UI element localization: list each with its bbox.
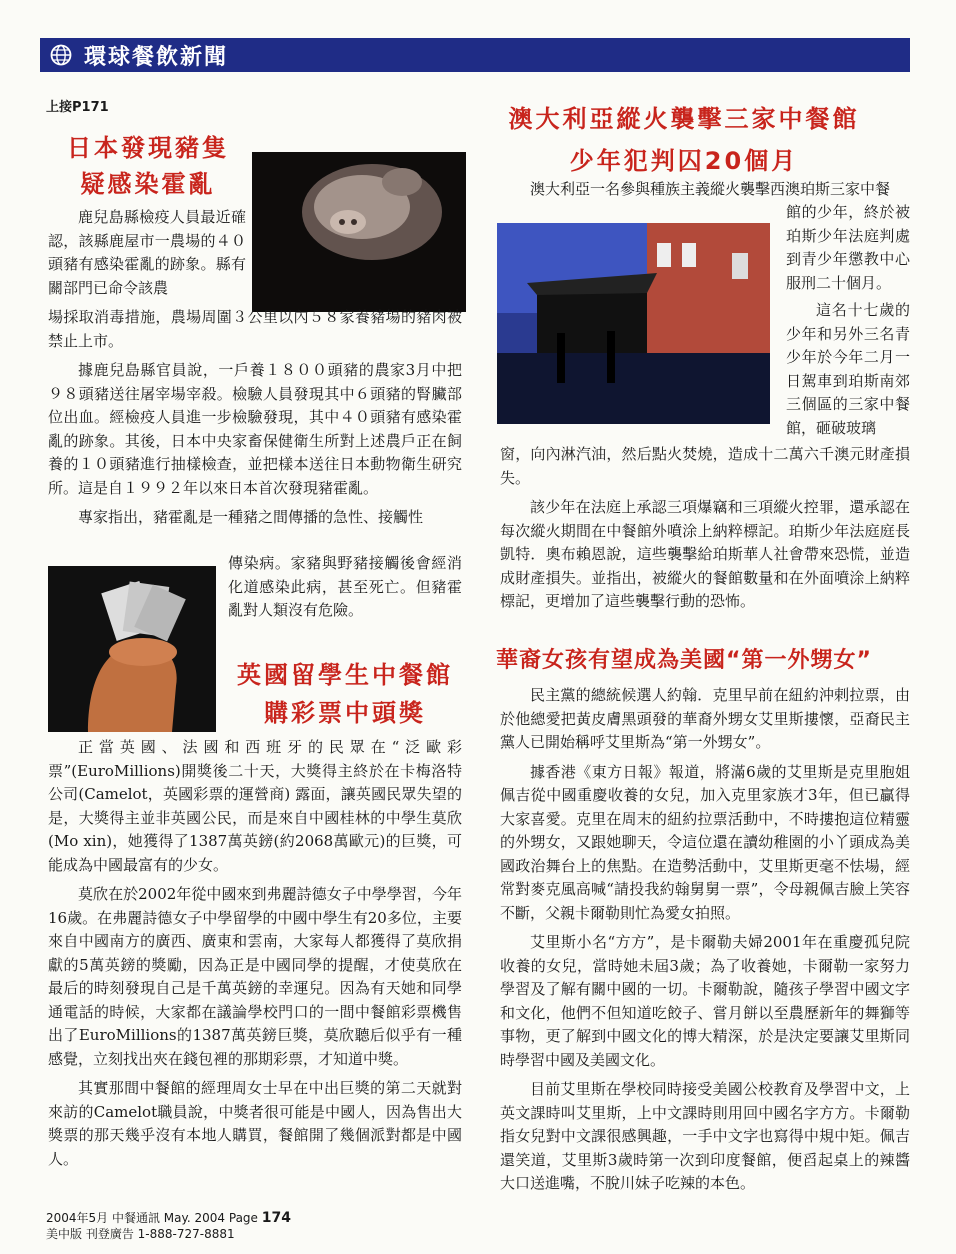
- page-number: 174: [261, 1210, 291, 1226]
- niece-article-text: 民主黨的總統候選人約翰．克里早前在紐約沖剌拉票，由於他總愛把黃皮膚黑頭發的華裔外甥女艾里斯摟懷，亞裔民主黨人已開始稱呼艾里斯為“第一外甥女”。 據香港《東方日報》報道，將滿6歲的艾里斯是克里胞姐佩吉從中國重慶收養的女兒，加入克里家族才3年，但已贏得大家喜愛。克里在周末的紐約拉票活動中，不時摟抱這位精靈的外甥女，又跟她聊天，令這位還在讀幼稚園的小丫頭成為美國政治舞台上的焦點。在造勢活動中，艾里斯更毫不怯場，經常對麥克風高喊“請投我約翰舅舅一票”，令母親佩吉臉上笑容不斷，父親卡爾勒則忙為愛女拍照。 艾里斯小名“方方”，是卡爾勒夫婦2001年在重慶孤兒院收養的女兒，當時她未屆3歲；為了收養她，卡爾勒一家努力學習及了解有關中國的一切。卡爾勒說，隨孩子學習中國文字和文化，他們不但知道吃餃子、嘗月餅以至農歷新年的舞獅等事物，更了解到中國文化的博大精深，於是決定要讓艾里斯同時學習中國及美國文化。 目前艾里斯在學校同時接受美國公校教育及學習中文，上英文課時叫艾里斯，上中文課時則用回中國名字方方。卡爾勒指女兒對中文課很感興趣，一手中文字也寫得中規中矩。佩吉還笑道，艾里斯3歲時第一次到印度餐館，便舀起桌上的辣醬大口送進嘴，不脫川妹子吃辣的本色。: [500, 686, 910, 1192]
- headline-pig-cholera: 日本發現豬隻 疑感染霍亂: [67, 134, 229, 198]
- headline-arson: 澳大利亞縱火襲擊三家中餐館 少年犯判囚20個月: [508, 105, 860, 175]
- restaurant-street-photo: [497, 223, 770, 424]
- headline-lottery: 英國留學生中餐館 購彩票中頭獎: [237, 661, 453, 727]
- restaurant-street-photo-icon: [497, 223, 770, 424]
- footer-line1: 2004年5月 中餐通訊 May. 2004 Page 174: [46, 1210, 291, 1226]
- headline-niece: 華裔女孩有望成為美國“第一外甥女”: [496, 648, 872, 673]
- section-title: 環球餐飲新聞: [84, 44, 229, 70]
- arson-article-text-side: 館的少年，終於被珀斯少年法庭判處到青少年懲教中心服刑二十個月。 這名十七歲的少年和另外三名青少年於今年二月一日駕車到珀斯南郊三個區的三家中餐館，砸破玻璃: [786, 203, 910, 437]
- pig-photo-icon: [252, 152, 466, 312]
- footer-line2: 美中版 刊登廣告 1-888-727-8881: [46, 1227, 235, 1241]
- hand-tickets-photo: [48, 566, 216, 732]
- continued-from-label: 上接P171: [46, 100, 109, 115]
- section-banner: [40, 38, 910, 72]
- globe-icon: [50, 44, 72, 66]
- hand-holding-tickets-icon: [48, 566, 216, 732]
- pig-article-text-end: 傳染病。家豬與野豬接觸後會經消化道感染此病，甚至死亡。但豬霍亂對人類沒有危險。: [228, 554, 462, 619]
- pig-photo: [252, 152, 466, 312]
- arson-article-text: 窗，向內淋汽油，然后點火焚燒，造成十二萬六千澳元財產損失。 該少年在法庭上承認三項爆竊和三項縱火控罪，還承認在每次縱火期間在中餐館外噴涂上納粹標記。珀斯少年法庭庭長凱特．奧布賴恩說，這些襲擊給珀斯華人社會帶來恐慌，並造成財產損失。並指出，被縱火的餐館數量和在外面噴涂上納粹標記，更增加了這些襲擊行動的恐怖。: [500, 445, 910, 610]
- pig-article-text: 場採取消毒措施，農場周圍３公里以內５８家養豬場的豬肉被禁止上市。 據鹿兒島縣官員說，一戶養１８００頭豬的農家3月中把９８頭豬送往屠宰場宰殺。檢驗人員發現其中６頭豬的腎臟部位出血。經檢疫人員進一步檢驗發現，其中４０頭豬有感染霍亂的跡象。其後，日本中央家畜保健衛生所對上述農戶正在飼養的１０頭豬進行抽樣檢查，並把樣本送往日本動物衛生研究所。這是自１９９２年以來日本首次發現豬霍亂。 專家指出，豬霍亂是一種豬之間傳播的急性、接觸性: [48, 308, 462, 526]
- pig-article-text-top: 鹿兒島縣檢疫人員最近確認，該縣鹿屋市一農場的４０頭豬有感染霍亂的跡象。縣有關部門已命令該農: [48, 208, 246, 297]
- lottery-article-text: 正當英國、法國和西班牙的民眾在“泛歐彩票”(EuroMillions)開獎後二十天，大獎得主終於在卡梅洛特公司(Camelot，英國彩票的運營商) 露面，讓英國民眾失望的是，大獎得主並非英國公民，而是來自中國桂林的中學生莫欣(Mo xin)，她獲得了1387萬英鎊(約2068萬歐元)的巨獎，可能成為中國最富有的少女。 莫欣在於2002年從中國來到弗麗詩德女子中學學習，今年16歲。在弗麗詩德女子中學留學的中國中學生有20多位，主要來自中國南方的廣西、廣東和雲南，大家每人都獲得了莫欣捐獻的5萬英鎊的獎勵，因為正是中國同學的提醒，才使莫欣在最后的時刻發現自己是千萬英鎊的幸運兒。因為有天她和同學通電話的時候，大家都在議論學校門口的一間中餐館彩票機售出了EuroMillions的1387萬英鎊巨獎，莫欣聽后似乎有一種感覺，立刻找出夾在錢包裡的那期彩票，才知道中獎。 其實那間中餐館的經理周女士早在中出巨獎的第二天就對來訪的Camelot職員說，中獎者很可能是中國人，因為售出大獎票的那天幾乎沒有本地人購買，餐館開了幾個派對都是中國人。: [48, 738, 462, 1168]
- arson-article-text-top: 澳大利亞一名參與種族主義縱火襲擊西澳珀斯三家中餐: [530, 180, 891, 198]
- page-footer: [46, 1210, 291, 1242]
